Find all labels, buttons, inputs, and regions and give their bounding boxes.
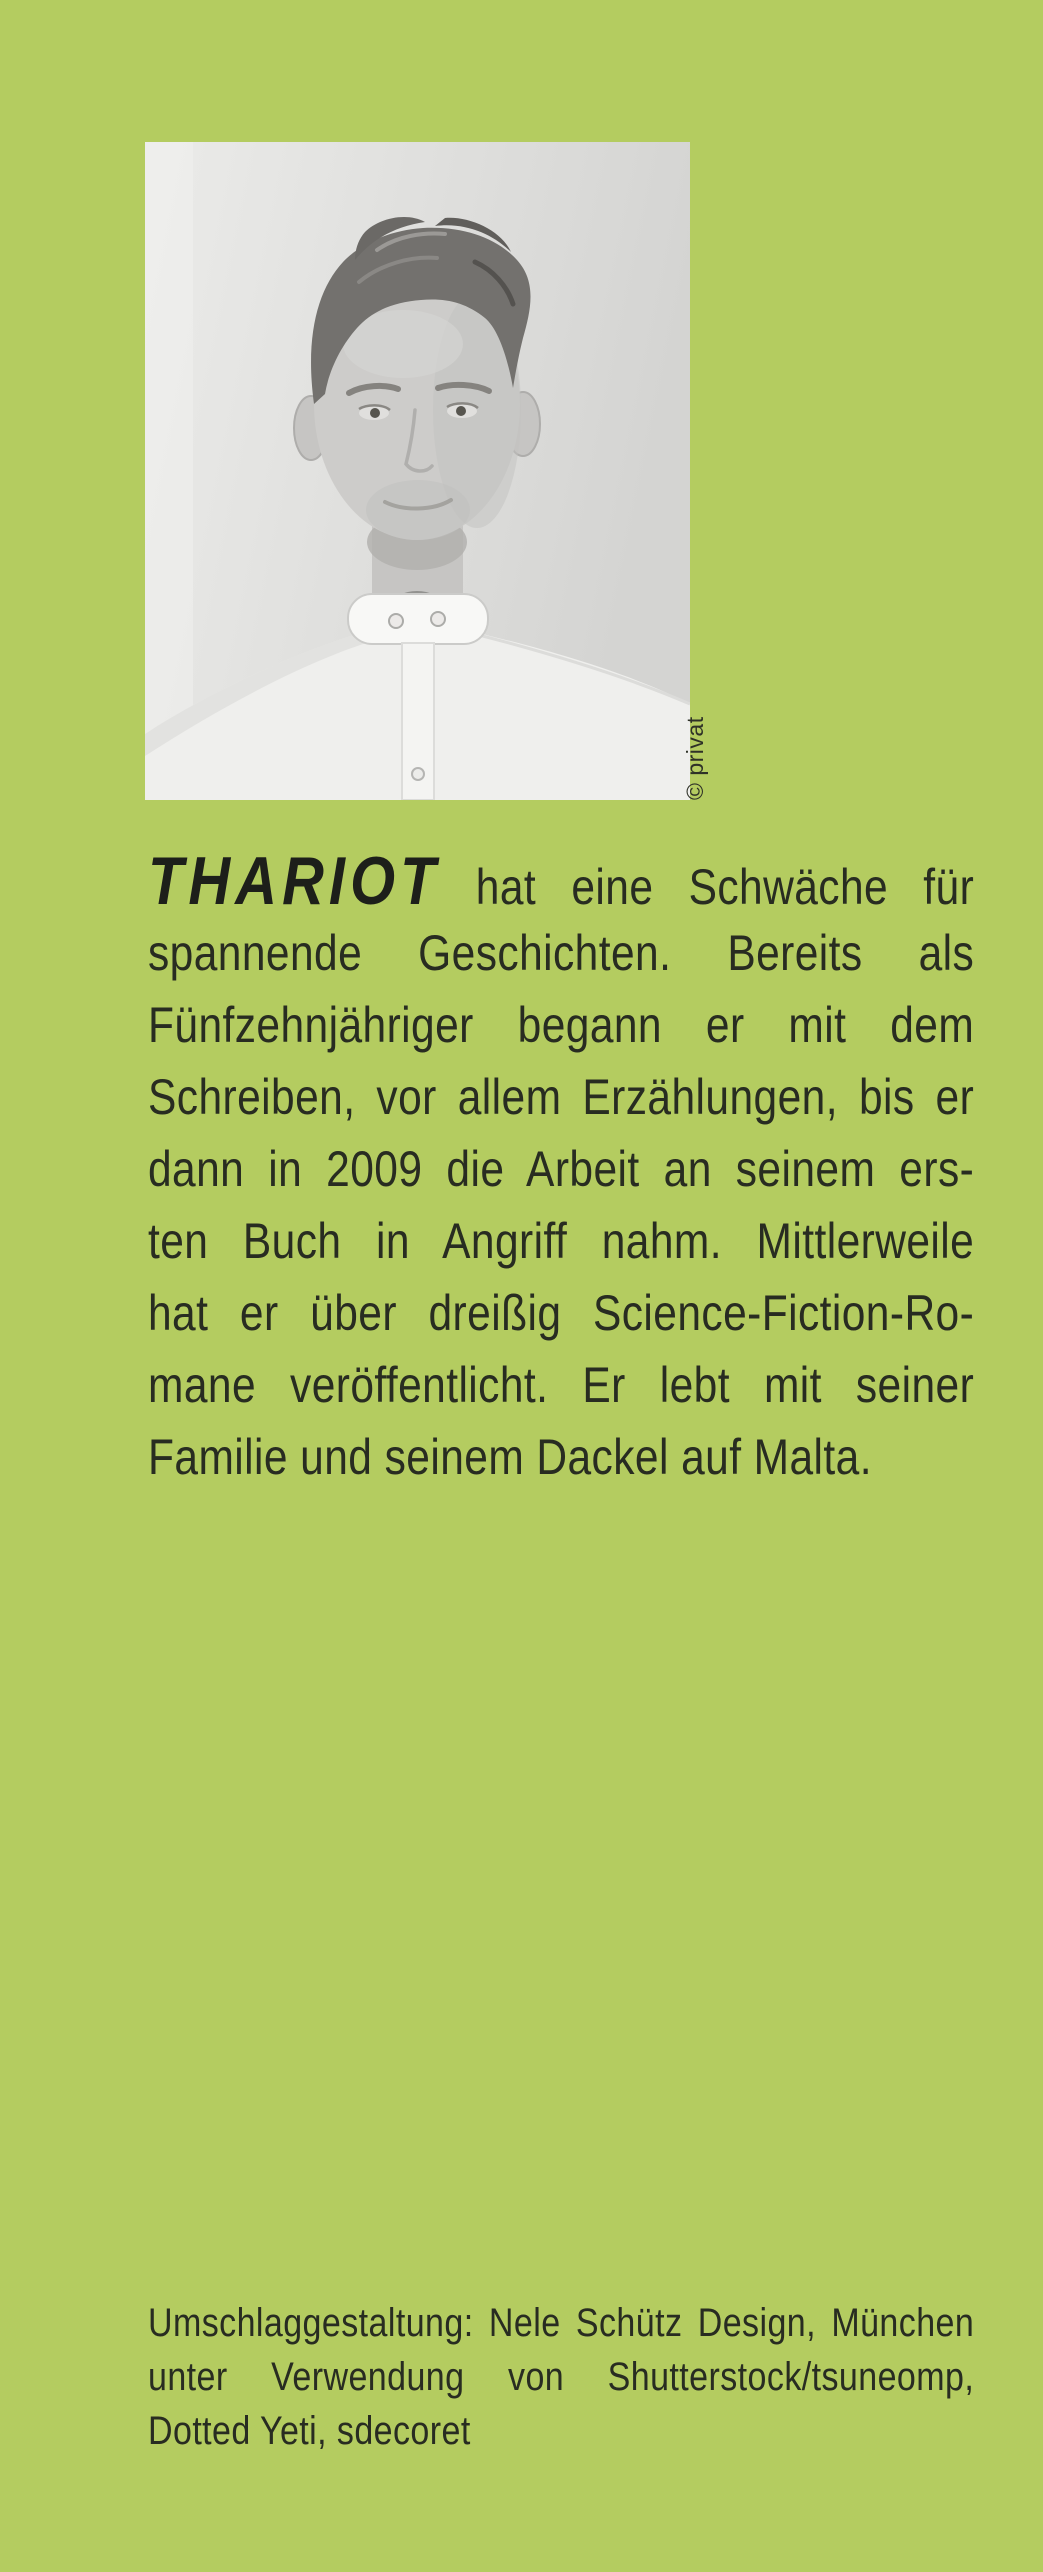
author-name: THARIOT: [148, 843, 441, 919]
bio-line-4: Schreiben, vor allem Erzählungen, bis er: [148, 1069, 975, 1125]
credit-line-3: Dotted Yeti, sdecoret: [148, 2409, 471, 2453]
author-bio-text: [148, 845, 974, 1493]
bio-line-1: [148, 845, 974, 917]
author-bio: [148, 845, 974, 1493]
cover-design-credits-text: [148, 2296, 974, 2458]
bio-line-2: spannende Geschichten. Bereits als: [148, 925, 975, 981]
bio-line-6: ten Buch in Angriff nahm. Mittlerweile: [148, 1213, 975, 1269]
cover-design-credits: [148, 2296, 974, 2458]
bio-line-8: mane veröffentlicht. Er lebt mit seiner: [148, 1357, 975, 1413]
bio-line-3: Fünfzehnjähriger begann er mit dem: [148, 997, 975, 1053]
bio-line-9: Familie und seinem Dackel auf Malta.: [148, 1429, 872, 1485]
portrait-illustration: [145, 142, 690, 800]
credit-line-1: Umschlaggestaltung: Nele Schütz Design, München: [148, 2301, 975, 2345]
photo-credit: © privat: [682, 716, 708, 800]
bio-line-7: hat er über dreißig Science-Fiction-Ro-: [148, 1285, 975, 1341]
author-portrait-photo: [145, 142, 690, 800]
bio-line-1-text: hat eine Schwäche für: [475, 859, 975, 915]
credit-line-2: unter Verwendung von Shutterstock/tsuneomp,: [148, 2355, 975, 2399]
bio-line-5: dann in 2009 die Arbeit an seinem ers-: [148, 1141, 975, 1197]
